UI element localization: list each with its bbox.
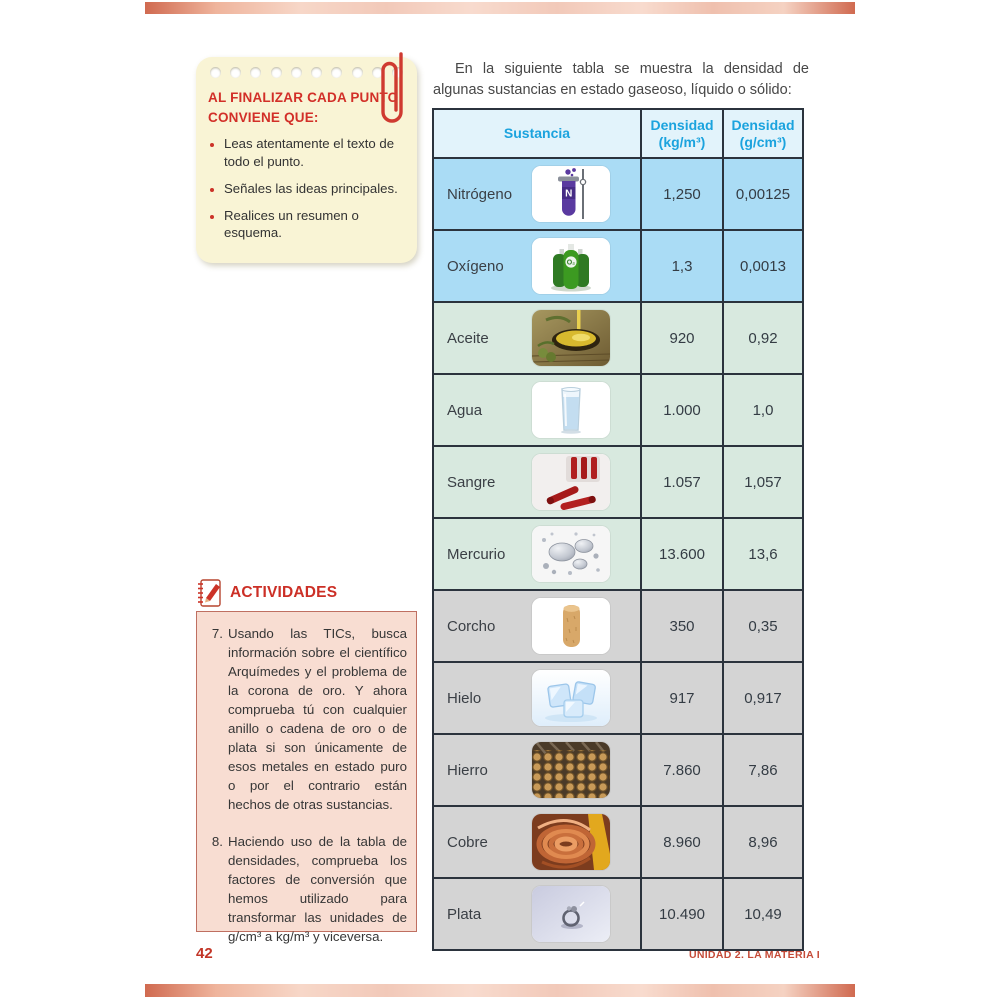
table-row bbox=[433, 302, 803, 374]
activity-item bbox=[205, 624, 407, 814]
substance-name: Sangre bbox=[447, 473, 496, 491]
substance-name: Corcho bbox=[447, 617, 496, 635]
density-kg-value: 350 bbox=[641, 590, 723, 662]
density-table-header bbox=[433, 109, 803, 158]
top-decorative-bar bbox=[145, 2, 855, 14]
note-item: • Señales las ideas principales. bbox=[224, 180, 405, 198]
table-row bbox=[433, 734, 803, 806]
punch-hole bbox=[271, 67, 282, 78]
ice-cubes-icon bbox=[532, 670, 610, 726]
substance-name: Oxígeno bbox=[447, 257, 504, 275]
punch-hole bbox=[291, 67, 302, 78]
punch-hole bbox=[250, 67, 261, 78]
density-g-value: 0,917 bbox=[723, 662, 803, 734]
activities-header bbox=[196, 578, 337, 608]
density-kg-value: 920 bbox=[641, 302, 723, 374]
density-g-value: 1,057 bbox=[723, 446, 803, 518]
note-item: • Realices un resumen o esquema. bbox=[224, 207, 405, 243]
density-kg-value: 1,250 bbox=[641, 158, 723, 230]
substance-name: Nitrógeno bbox=[447, 185, 513, 203]
density-g-value: 0,0013 bbox=[723, 230, 803, 302]
note-title: AL FINALIZAR CADA PUNTO CONVIENE QUE: bbox=[208, 90, 399, 125]
paperclip-icon bbox=[379, 48, 409, 144]
density-kg-value: 1.057 bbox=[641, 446, 723, 518]
activity-text: Usando las TICs, busca información sobre el científico Arquímedes y el problema de la corona de oro. Y ahora comprueba tú con cualquier anillo o cadena de oro o de plata si son únicamente de esos metales en estado puro o por el contrario están hechos de otras sustancias. bbox=[228, 626, 407, 812]
water-glass-icon bbox=[532, 382, 610, 438]
substance-name: Hielo bbox=[447, 689, 482, 707]
punch-holes bbox=[208, 65, 405, 78]
oxygen-cylinders-icon bbox=[532, 238, 610, 294]
activities-title: ACTIVIDADES bbox=[230, 584, 338, 601]
substance-name: Hierro bbox=[447, 761, 488, 779]
table-row bbox=[433, 662, 803, 734]
density-g-value: 7,86 bbox=[723, 734, 803, 806]
mercury-drops-icon bbox=[532, 526, 610, 582]
activities-box bbox=[196, 611, 417, 944]
density-g-value: 0,92 bbox=[723, 302, 803, 374]
table-row bbox=[433, 158, 803, 230]
svg-text:N: N bbox=[565, 188, 573, 200]
header-densidad-g: Densidad (g/cm³) bbox=[723, 109, 803, 158]
silver-ring-icon bbox=[532, 886, 610, 942]
substance-name: Mercurio bbox=[447, 545, 506, 563]
note-list bbox=[208, 135, 405, 242]
density-kg-value: 1.000 bbox=[641, 374, 723, 446]
iron-rods-icon bbox=[532, 742, 610, 798]
table-row bbox=[433, 230, 803, 302]
punch-hole bbox=[230, 67, 241, 78]
density-g-value: 0,35 bbox=[723, 590, 803, 662]
bottom-decorative-bar bbox=[145, 984, 855, 997]
density-g-value: 10,49 bbox=[723, 878, 803, 950]
density-g-value: 1,0 bbox=[723, 374, 803, 446]
table-row bbox=[433, 806, 803, 878]
density-kg-value: 10.490 bbox=[641, 878, 723, 950]
blood-samples-icon bbox=[532, 454, 610, 510]
footer-section-title: UNIDAD 2. LA MATERIA I bbox=[688, 949, 820, 961]
page-number: 42 bbox=[196, 945, 213, 962]
substance-name: Agua bbox=[447, 401, 483, 419]
activity-number: 8. bbox=[211, 834, 223, 849]
olive-oil-icon bbox=[532, 310, 610, 366]
punch-hole bbox=[331, 67, 342, 78]
density-table-wrapper bbox=[432, 108, 804, 951]
density-g-value: 13,6 bbox=[723, 518, 803, 590]
activities-list bbox=[205, 624, 407, 946]
density-kg-value: 13.600 bbox=[641, 518, 723, 590]
copper-wire-icon bbox=[532, 814, 610, 870]
nitrogen-test-tube-icon bbox=[532, 166, 610, 222]
density-table bbox=[432, 108, 804, 951]
study-tips-note bbox=[196, 57, 417, 263]
punch-hole bbox=[352, 67, 363, 78]
activity-number: 7. bbox=[211, 626, 223, 641]
svg-text:O₂: O₂ bbox=[566, 259, 576, 267]
table-row bbox=[433, 878, 803, 950]
table-row bbox=[433, 446, 803, 518]
density-kg-value: 8.960 bbox=[641, 806, 723, 878]
table-row bbox=[433, 374, 803, 446]
notebook-pencil-icon bbox=[196, 578, 223, 608]
table-row bbox=[433, 518, 803, 590]
activity-item bbox=[205, 832, 407, 946]
density-table-body bbox=[433, 158, 803, 950]
punch-hole bbox=[210, 67, 221, 78]
header-sustancia: Sustancia bbox=[433, 109, 641, 158]
substance-name: Aceite bbox=[447, 329, 489, 347]
intro-paragraph: En la siguiente tabla se muestra la densidad de algunas sustancias en estado gaseoso, líquido o sólido: bbox=[433, 60, 809, 98]
table-row bbox=[433, 590, 803, 662]
header-densidad-kg: Densidad (kg/m³) bbox=[641, 109, 723, 158]
punch-hole bbox=[311, 67, 322, 78]
density-g-value: 0,00125 bbox=[723, 158, 803, 230]
density-g-value: 8,96 bbox=[723, 806, 803, 878]
note-item: • Leas atentamente el texto de todo el punto. bbox=[224, 135, 405, 171]
density-kg-value: 7.860 bbox=[641, 734, 723, 806]
activity-text: Haciendo uso de la tabla de densidades, comprueba los factores de conversión que hemos utilizado para transformar las unidades de g/cm³ a kg/m³ y viceversa. bbox=[228, 834, 407, 944]
density-kg-value: 1,3 bbox=[641, 230, 723, 302]
cork-icon bbox=[532, 598, 610, 654]
substance-name: Plata bbox=[447, 905, 482, 923]
substance-name: Cobre bbox=[447, 833, 488, 851]
density-kg-value: 917 bbox=[641, 662, 723, 734]
